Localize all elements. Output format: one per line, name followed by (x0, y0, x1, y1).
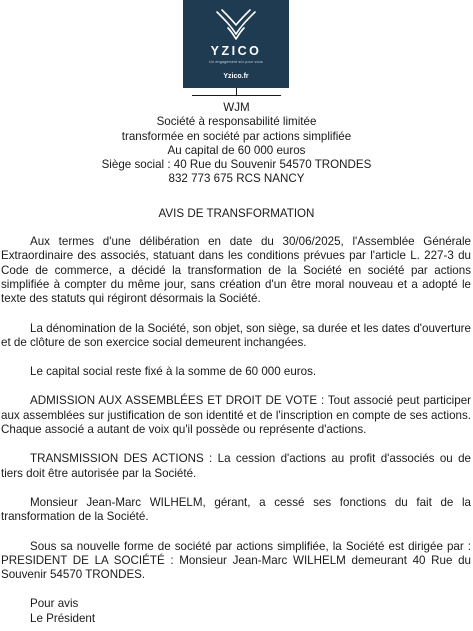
president-line: PRESIDENT DE LA SOCIÉTÉ : Monsieur Jean-Marc WILHELM demeurant 40 Rue du Souvenir 54570 TRONDES. (1, 553, 471, 582)
signoff (30, 597, 473, 626)
company-seat: Siège social : 40 Rue du Souvenir 54570 TRONDES (101, 158, 372, 172)
company-name: WJM (223, 101, 250, 114)
company-transformation: transformée en société par actions simplifiée (121, 129, 352, 143)
paragraph-voting-rights: ADMISSION AUX ASSEMBLÉES ET DROIT DE VOTE : Tout associé peut participer aux assemblées sur justification de son identité et de l'inscription en compte de ses actions. Chaque associé a autant de voix qu'il possède ou représente d'actions. (1, 394, 471, 437)
notice-title: AVIS DE TRANSFORMATION (158, 206, 315, 220)
paragraph-manager-resignation: Monsieur Jean-Marc WILHELM, gérant, a cessé ses fonctions du fait de la transformation de la Société. (1, 495, 471, 524)
header-divider (192, 95, 281, 96)
divider-stem (236, 88, 237, 95)
paragraph-unchanged-terms: La dénomination de la Société, son objet, son siège, sa durée et les dates d'ouverture et de clôture de son exercice social demeurent inchangées. (1, 321, 471, 349)
paragraph-direction (0, 540, 473, 583)
paragraph-deliberation: Aux termes d'une délibération en date du 30/06/2025, l'Assemblée Générale Extraordinaire des associés, statuant dans les conditions prévues par l'article L. 227-3 du Code de commerce, a décidé la transformation de la Société en société par actions simplifiée à compter du même jour, sans création d'un être moral nouveau et a adopté le texte des statuts qui régiront désormais la Société. (1, 235, 471, 306)
legal-notice (0, 101, 473, 626)
company-capital: Au capital de 60 000 euros (167, 143, 306, 157)
signoff-line: Pour avis (30, 597, 79, 611)
company-rcs: 832 773 675 RCS NANCY (168, 172, 305, 186)
paragraph-capital: Le capital social reste fixé à la somme de 60 000 euros. (30, 365, 317, 379)
company-legal-form: Société à responsabilité limitée (156, 115, 317, 129)
yzico-logo (183, 0, 289, 88)
paragraph-share-transfer: TRANSMISSION DES ACTIONS : La cession d'actions au profit d'associés ou de tiers doit être autorisée par la Société. (1, 452, 471, 480)
logo-website: Yzico.fr (223, 73, 249, 80)
logo-tagline: Un engagement sûr pour vous (209, 60, 263, 64)
yzico-bird-icon (183, 6, 289, 42)
signoff-signatory: Le Président (30, 611, 96, 625)
direction-intro: Sous sa nouvelle forme de société par actions simplifiée, la Société est dirigée par : (30, 539, 471, 553)
logo-wordmark: YZICO (210, 44, 262, 58)
